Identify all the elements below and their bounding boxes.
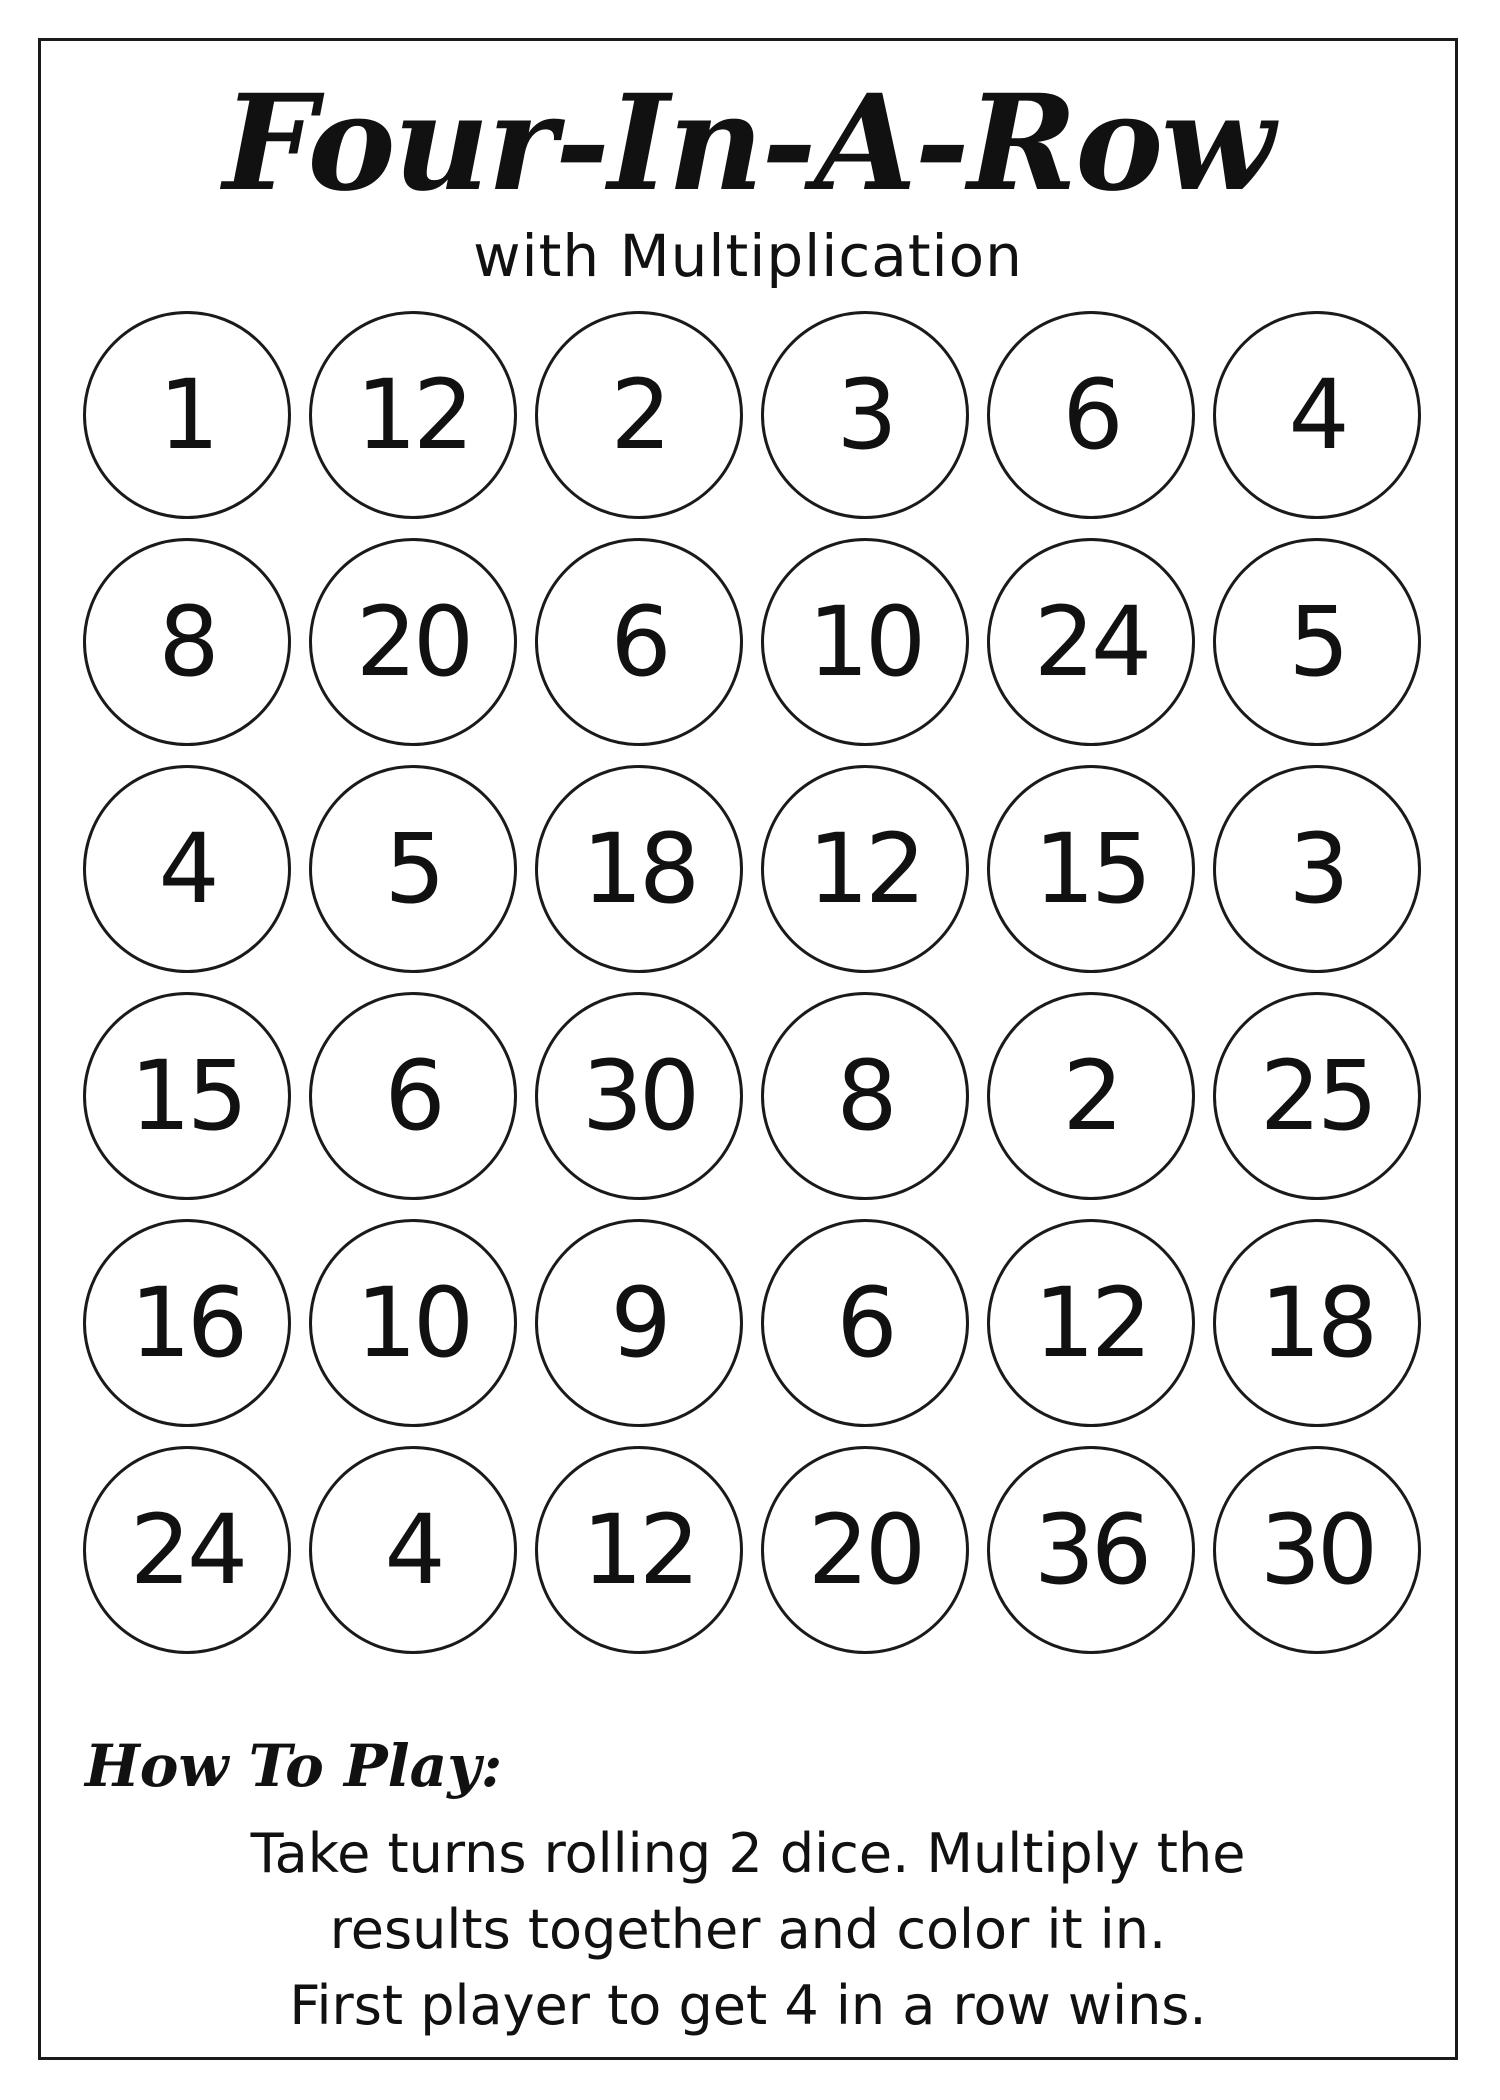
board-cell[interactable]: 5	[1213, 538, 1421, 746]
game-board	[83, 311, 1423, 1654]
board-cell[interactable]: 10	[309, 1219, 517, 1427]
instruction-line: First player to get 4 in a row wins.	[289, 1974, 1207, 2037]
board-cell[interactable]: 30	[1213, 1446, 1421, 1654]
board-cell[interactable]: 2	[987, 992, 1195, 1200]
game-sheet	[38, 38, 1458, 2060]
board-cell[interactable]: 4	[1213, 311, 1421, 519]
board-cell[interactable]: 24	[83, 1446, 291, 1654]
board-cell[interactable]: 12	[761, 765, 969, 973]
board-cell[interactable]: 5	[309, 765, 517, 973]
board-cell[interactable]: 12	[987, 1219, 1195, 1427]
board-cell[interactable]: 2	[535, 311, 743, 519]
board-cell[interactable]: 3	[761, 311, 969, 519]
board-cell[interactable]: 15	[83, 992, 291, 1200]
board-cell[interactable]: 8	[761, 992, 969, 1200]
how-to-play-heading: How To Play:	[85, 1732, 503, 1800]
page-subtitle: with Multiplication	[473, 222, 1023, 290]
instruction-line: Take turns rolling 2 dice. Multiply the	[250, 1822, 1246, 1885]
board-cell[interactable]: 4	[309, 1446, 517, 1654]
board-cell[interactable]: 30	[535, 992, 743, 1200]
board-cell[interactable]: 6	[761, 1219, 969, 1427]
board-cell[interactable]: 10	[761, 538, 969, 746]
board-cell[interactable]: 6	[309, 992, 517, 1200]
board-cell[interactable]: 6	[987, 311, 1195, 519]
how-to-play-instructions	[41, 1816, 1455, 2044]
board-cell[interactable]: 18	[1213, 1219, 1421, 1427]
instruction-line: results together and color it in.	[329, 1898, 1167, 1961]
board-cell[interactable]: 24	[987, 538, 1195, 746]
board-cell[interactable]: 20	[309, 538, 517, 746]
board-cell[interactable]: 12	[309, 311, 517, 519]
board-cell[interactable]: 20	[761, 1446, 969, 1654]
board-cell[interactable]: 6	[535, 538, 743, 746]
board-cell[interactable]: 4	[83, 765, 291, 973]
board-cell[interactable]: 9	[535, 1219, 743, 1427]
board-cell[interactable]: 36	[987, 1446, 1195, 1654]
board-cell[interactable]: 15	[987, 765, 1195, 973]
board-cell[interactable]: 18	[535, 765, 743, 973]
board-cell[interactable]: 25	[1213, 992, 1421, 1200]
board-cell[interactable]: 3	[1213, 765, 1421, 973]
page-title: Four-In-A-Row	[223, 66, 1273, 221]
board-cell[interactable]: 12	[535, 1446, 743, 1654]
board-cell[interactable]: 1	[83, 311, 291, 519]
board-cell[interactable]: 8	[83, 538, 291, 746]
board-cell[interactable]: 16	[83, 1219, 291, 1427]
